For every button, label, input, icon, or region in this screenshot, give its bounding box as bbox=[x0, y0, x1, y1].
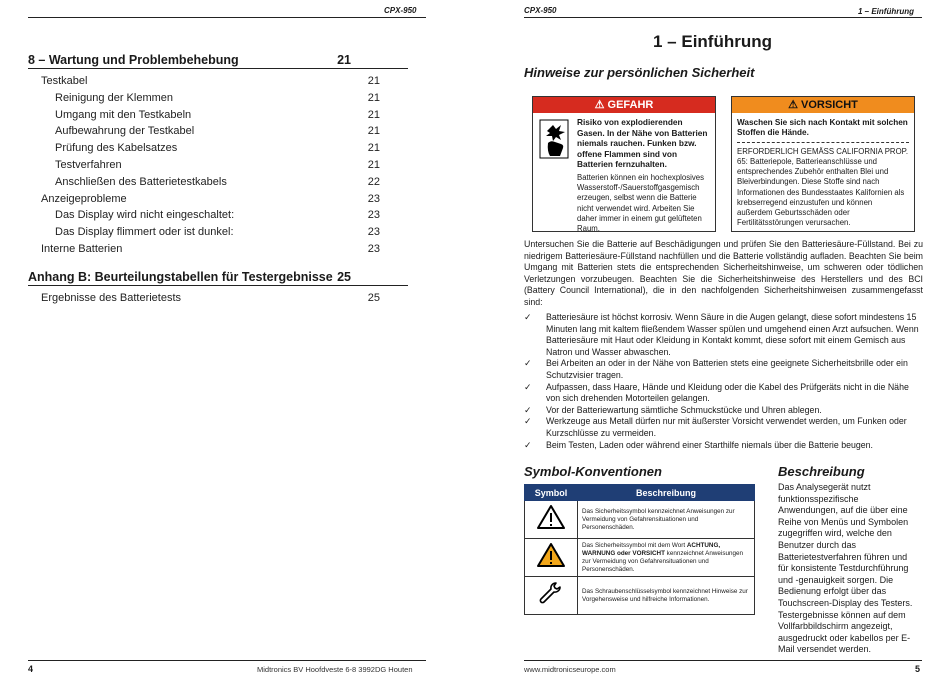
intro-paragraph: Untersuchen Sie die Batterie auf Beschädigungen und prüfen Sie den Batteriesäure-Füllstand. Bei zu niedrigem Batteriesäure-Füllstand nachfüllen und die Batterie vollständig aufladen. Beachten Sie beim Umgang mit Batterien stets die entsprechenden Sicherheitshinweise, um schweren oder tödlichen Verletzungen vorzubeugen. Beachten Sie die Sicherheitshinweise des Herstellers und des BCI (Battery Council International), die in den nachfolgenden Sicherheitshinweisen zusammengefasst sind: bbox=[524, 239, 923, 307]
footer-rule bbox=[28, 660, 426, 661]
toc-section[interactable]: Anhang B: Beurteilungstabellen für Testergebnisse 25 bbox=[28, 268, 408, 286]
danger-label: ⚠ GEFAHR bbox=[533, 97, 715, 113]
column-header-description: Beschreibung bbox=[578, 485, 755, 501]
caution-text: ERFORDERLICH GEMÄSS CALIFORNIA PROP. 65: Batteriepole, Batterieanschlüsse und entsprechendes Zubehör enthalten Blei und Bleiverbindungen. Diese Stoffe sind nach Informationen des Bundesstaates Kalifornien als krebserregend einzustufen und können außerdem Geburtsschäden oder Fertilitätsstörungen verursachen. bbox=[737, 146, 908, 228]
checkmark-icon: ✓ bbox=[524, 381, 532, 392]
header-model: CPX-950 bbox=[384, 6, 417, 15]
table-row bbox=[525, 577, 755, 615]
toc-section[interactable]: 8 – Wartung und Problembehebung 21 bbox=[28, 51, 408, 69]
chapter-title: 1 – Einführung bbox=[653, 32, 772, 51]
checkmark-icon: ✓ bbox=[524, 358, 532, 369]
list-item: ✓ Bei Arbeiten an oder in der Nähe von Batterien stets eine geeignete Sicherheitsbrille oder ein Schutzvisier tragen. bbox=[524, 358, 908, 380]
toc-entry[interactable]: Interne Batterien 23 bbox=[41, 242, 380, 255]
caution-warning-box bbox=[731, 96, 915, 232]
checkmark-icon: ✓ bbox=[524, 439, 532, 450]
toc-entry[interactable]: Testverfahren 21 bbox=[55, 158, 380, 171]
table-header-row bbox=[525, 485, 755, 501]
description-paragraph: Das Analysegerät nutzt funktionsspezifische Anwendungen, auf die über eine Reihe von Menüs und Symbolen zugegriffen wird, welche den Benutzer durch das Batterietestverfahren führen und für konsistente Testdurchführung und -genauigkeit sorgen. Die Bedienung erfolgt über das Touchscreen-Display des Testers. Testergebnisse können auf dem Vollfarbbildschirm angezeigt, ausgedruckt oder kabellos per E-Mail versendet werden. bbox=[778, 482, 913, 655]
description-section-title: Beschreibung bbox=[778, 464, 865, 479]
warning-outline-icon bbox=[536, 504, 566, 530]
danger-bold-text: Risiko von explodierenden Gasen. In der Nähe von Batterien niemals rauchen. Funken bzw. offene Flammen sind von Batterien fernzuhalten. bbox=[577, 117, 708, 170]
toc-entry[interactable]: Anschließen des Batterietestkabels 22 bbox=[55, 175, 380, 188]
symbol-description: Das Sicherheitssymbol mit dem Wort ACHTUNG, WARNUNG oder VORSICHT kennzeichnet Anweisungen zur Vermeidung von Gefahrensituationen und Personenschäden. bbox=[578, 539, 755, 577]
footer-url[interactable]: www.midtronicseurope.com bbox=[524, 665, 616, 674]
header-model: CPX-950 bbox=[524, 6, 557, 15]
danger-warning-box bbox=[532, 96, 716, 232]
symbol-description: Das Sicherheitssymbol kennzeichnet Anweisungen zur Vermeidung von Gefahrensituationen und Personenschäden. bbox=[578, 501, 755, 539]
warning-filled-icon bbox=[536, 542, 566, 568]
toc-entry[interactable]: Ergebnisse des Batterietests 25 bbox=[41, 291, 380, 304]
symbol-section-title: Symbol-Konventionen bbox=[524, 464, 662, 479]
list-item: ✓ Batteriesäure ist höchst korrosiv. Wenn Säure in die Augen gelangt, diese sofort mindestens 15 Minuten lang mit kaltem fließendem Wasser spülen und umgehend einen Arzt aufsuchen. Wenn Batteriesäure mit Haut oder Kleidung in Kontakt kommt, diese sofort mit einem Gemisch aus Natron und Wasser abwaschen. bbox=[524, 312, 919, 357]
toc-entry[interactable]: Prüfung des Kabelsatzes 21 bbox=[55, 142, 380, 155]
symbol-table bbox=[524, 484, 755, 615]
toc-entry[interactable]: Das Display wird nicht eingeschaltet: 23 bbox=[55, 209, 380, 222]
footer-address: Midtronics BV Hoofdveste 6-8 3992DG Houten bbox=[257, 665, 413, 674]
toc-entry[interactable]: Das Display flimmert oder ist dunkel: 23 bbox=[55, 226, 380, 239]
toc-entry[interactable]: Aufbewahrung der Testkabel 21 bbox=[55, 125, 380, 138]
table-row bbox=[525, 501, 755, 539]
header-rule bbox=[28, 17, 426, 18]
wrench-icon bbox=[538, 580, 564, 606]
table-row bbox=[525, 539, 755, 577]
safety-bullet-list bbox=[524, 312, 923, 451]
list-item: ✓ Werkzeuge aus Metall dürfen nur mit äußerster Vorsicht verwendet werden, um Funken oder Kurzschlüsse zu vermeiden. bbox=[524, 416, 907, 438]
toc-entry[interactable]: Reinigung der Klemmen 21 bbox=[55, 91, 380, 104]
table-of-contents bbox=[28, 51, 408, 307]
footer-rule bbox=[524, 660, 922, 661]
list-item: ✓ Vor der Batteriewartung sämtliche Schmuckstücke und Uhren ablegen. bbox=[524, 404, 822, 415]
checkmark-icon: ✓ bbox=[524, 416, 532, 427]
safety-section-title: Hinweise zur persönlichen Sicherheit bbox=[524, 65, 755, 80]
header-chapter: 1 – Einführung bbox=[858, 7, 914, 16]
list-item: ✓ Beim Testen, Laden oder während einer Starthilfe niemals über die Batterie beugen. bbox=[524, 439, 873, 450]
symbol-description: Das Schraubenschlüsselsymbol kennzeichnet Hinweise zur Vorgehensweise und hilfreiche Informationen. bbox=[578, 577, 755, 615]
explosion-hand-icon bbox=[539, 119, 569, 159]
toc-entry[interactable]: Anzeigeprobleme 23 bbox=[41, 192, 380, 205]
column-header-symbol: Symbol bbox=[525, 485, 578, 501]
list-item: ✓ Aufpassen, dass Haare, Hände und Kleidung oder die Kabel des Prüfgeräts nicht in die Nähe von sich drehenden Motorteilen gelangen. bbox=[524, 381, 909, 404]
caution-label: ⚠ VORSICHT bbox=[732, 97, 914, 113]
page-number: 4 bbox=[28, 664, 34, 674]
header-rule bbox=[524, 17, 922, 18]
toc-entry[interactable]: Umgang mit den Testkabeln 21 bbox=[55, 108, 380, 121]
checkmark-icon: ✓ bbox=[524, 312, 532, 322]
checkmark-icon: ✓ bbox=[524, 404, 532, 415]
danger-text: Batterien können ein hochexplosives Wasserstoff-/Sauerstoffgasgemisch erzeugen, selbst wenn die Batterie nicht verwendet wird. Arbeiten Sie daher immer in einem gut gelüfteten Raum. bbox=[577, 172, 705, 233]
toc-entry[interactable]: Testkabel 21 bbox=[41, 75, 380, 87]
page-number: 5 bbox=[915, 664, 921, 674]
caution-divider bbox=[737, 142, 909, 143]
caution-bold-text: Waschen Sie sich nach Kontakt mit solchen Stoffen die Hände. bbox=[737, 118, 908, 138]
right-page bbox=[475, 0, 950, 693]
